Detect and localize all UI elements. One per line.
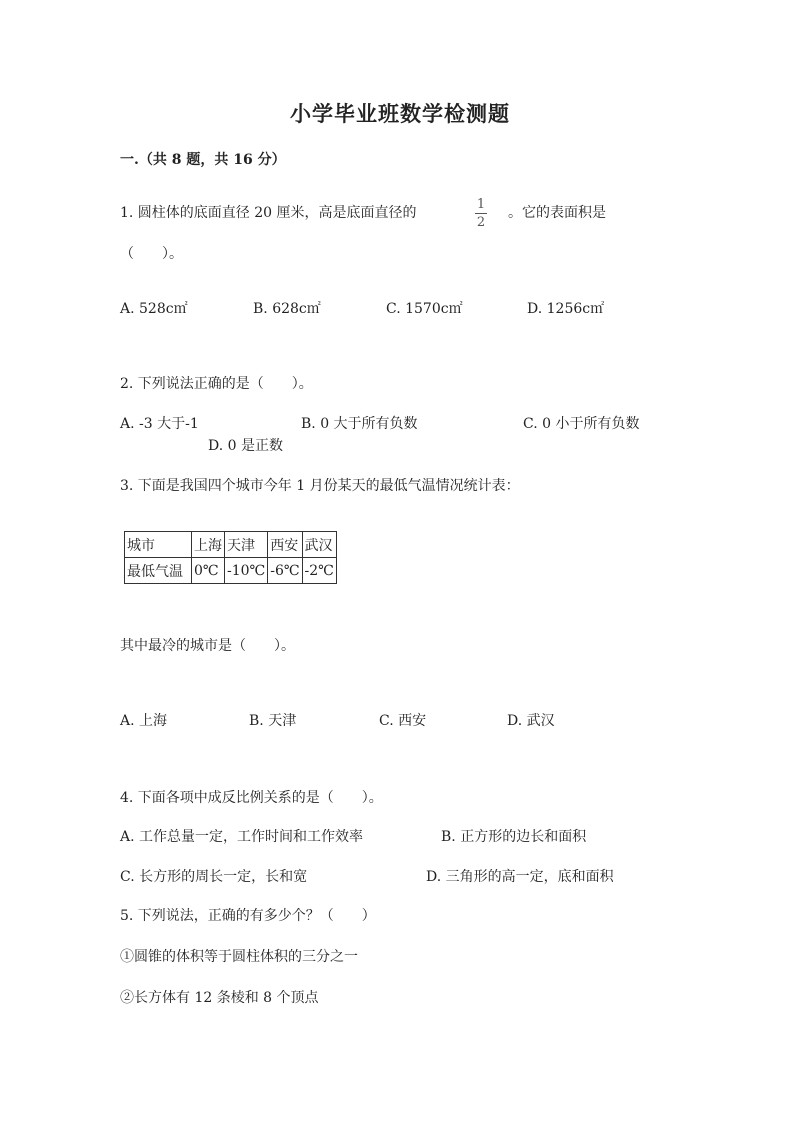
- q2-option-a: A. -3 大于-1: [120, 416, 199, 432]
- q1-fraction-numerator: 1: [476, 197, 486, 212]
- page-title: 小学毕业班数学检测题: [290, 101, 510, 126]
- table-cell: -10℃: [225, 558, 268, 584]
- q5-item: ②长方体有 12 条棱和 8 个顶点: [120, 990, 319, 1006]
- table-cell: 西安: [268, 532, 302, 558]
- q1-option-d: D. 1256c㎡: [527, 301, 605, 317]
- q3-option-b: B. 天津: [249, 713, 297, 729]
- q1-fraction: [470, 197, 492, 230]
- q1-fraction-denominator: 2: [476, 215, 486, 230]
- q2-option-b: B. 0 大于所有负数: [301, 416, 418, 432]
- q4-text: 4. 下面各项中成反比例关系的是（ ）。: [120, 790, 383, 806]
- q1-text-before: 1. 圆柱体的底面直径 20 厘米，高是底面直径的: [120, 205, 417, 221]
- q3-option-a: A. 上海: [120, 713, 168, 729]
- q2-option-d: D. 0 是正数: [208, 438, 283, 454]
- q1-option-c: C. 1570c㎡: [386, 301, 463, 317]
- table-cell: -2℃: [302, 558, 336, 584]
- q4-option-c: C. 长方形的周长一定，长和宽: [120, 869, 308, 885]
- section-heading: 一.（共 8 题，共 16 分）: [120, 152, 286, 168]
- q3-option-d: D. 武汉: [507, 713, 555, 729]
- table-cell: 天津: [225, 532, 268, 558]
- table-cell: 0℃: [192, 558, 225, 584]
- fraction-bar: [475, 213, 487, 214]
- q3-option-c: C. 西安: [379, 713, 427, 729]
- q4-option-d: D. 三角形的高一定，底和面积: [426, 869, 614, 885]
- table-cell: 武汉: [302, 532, 336, 558]
- q1-blank: （ ）。: [120, 246, 183, 262]
- q4-option-b: B. 正方形的边长和面积: [441, 829, 587, 845]
- q1-option-b: B. 628c㎡: [253, 301, 321, 317]
- q2-option-c: C. 0 小于所有负数: [523, 416, 640, 432]
- table-header-row: [125, 532, 337, 558]
- q4-option-a: A. 工作总量一定，工作时间和工作效率: [120, 829, 364, 845]
- q5-item: ①圆锥的体积等于圆柱体积的三分之一: [120, 949, 358, 965]
- table-cell: 城市: [125, 532, 192, 558]
- q3-text: 3. 下面是我国四个城市今年 1 月份某天的最低气温情况统计表：: [120, 478, 520, 494]
- q1-option-a: A. 528c㎡: [120, 301, 188, 317]
- q1-text-after: 。它的表面积是: [508, 205, 606, 221]
- q5-text: 5. 下列说法，正确的有多少个？（ ）: [120, 908, 376, 924]
- table-cell: 上海: [192, 532, 225, 558]
- q3-question: 其中最冷的城市是（ ）。: [120, 638, 295, 654]
- temperature-table: [124, 531, 337, 584]
- q2-text: 2. 下列说法正确的是（ ）。: [120, 376, 313, 392]
- table-cell: -6℃: [268, 558, 302, 584]
- table-row: [125, 558, 337, 584]
- table-cell: 最低气温: [125, 558, 192, 584]
